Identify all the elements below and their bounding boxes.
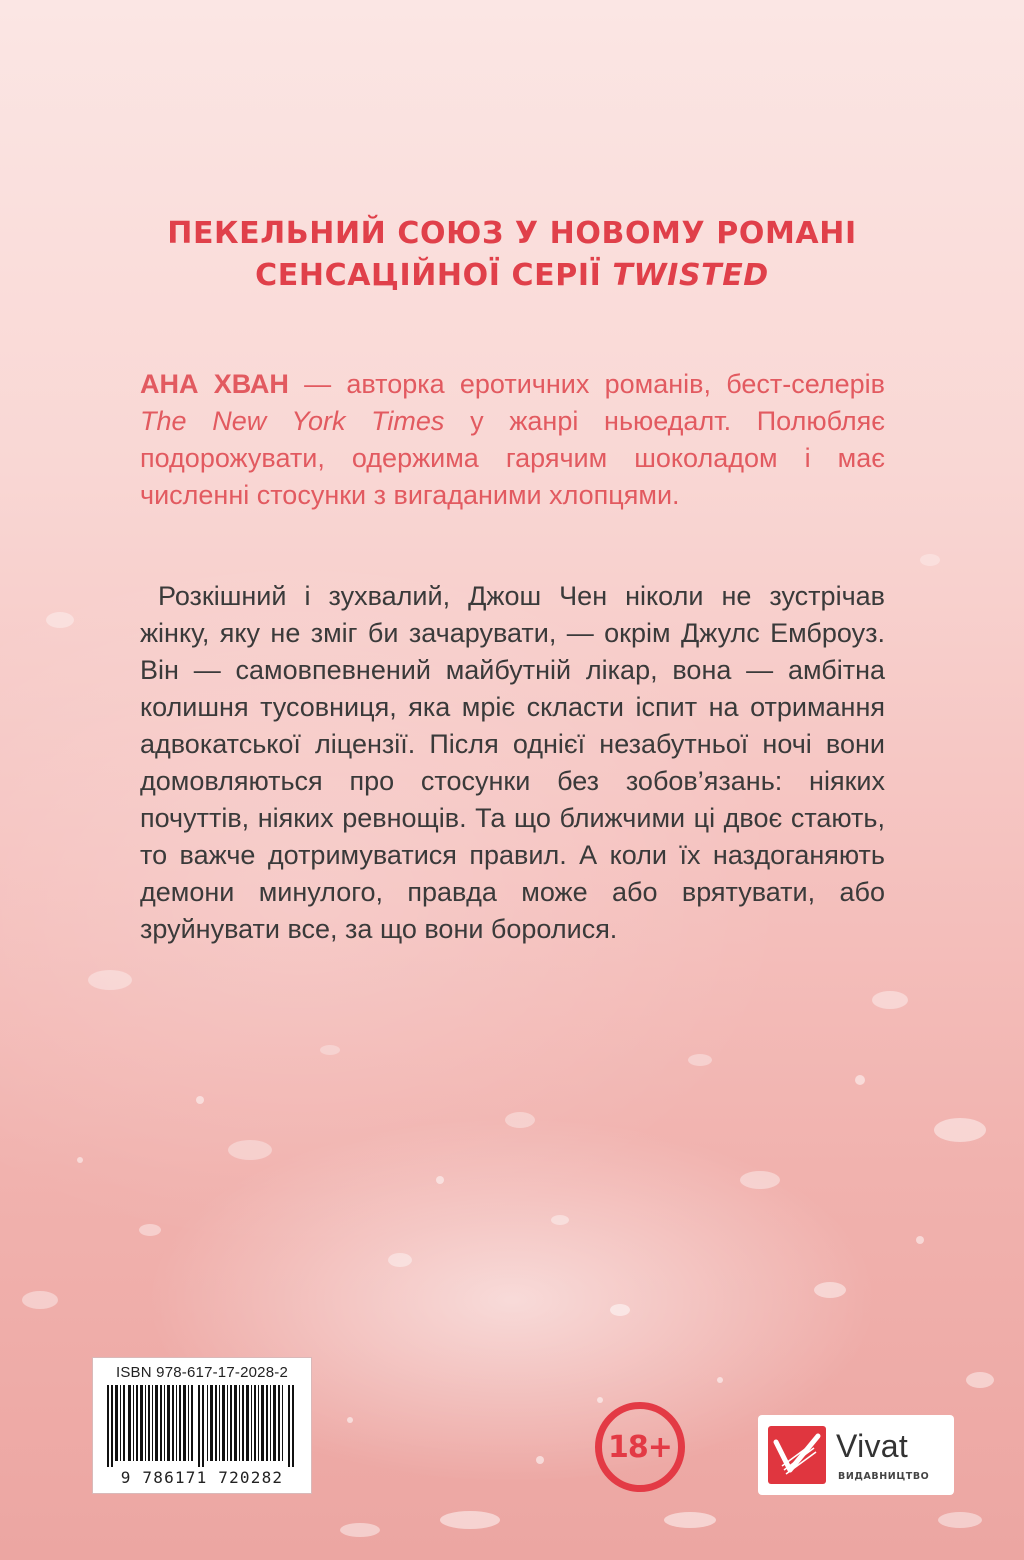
bio-text-a: — авторка еротичних романів, бест-селерів [288,369,885,399]
book-description: Розкішний і зухвалий, Джош Чен ніколи не зустрічав жінку, яку не зміг би зачарувати, — окрім Джулс Емброуз. Він — самовпевнений майбутній лікар, вона — амбітна колишня тусовниця, яка мріє скласти іспит на отримання адвокатської ліцензії. Після однієї незабутньої ночі вони домовляються про стосунки без зобов’язань: ніяких почуттів, ніяких ревнощів. Та що ближчими ці двоє стають, то важче дотримуватися правил. А коли їх наздоганяють демони минулого, правда може або врятувати, або зруйнувати все, за що вони боролися. [140,581,885,944]
author-name: АНА ХВАН [140,369,289,399]
headline-line-2-text: СЕНСАЦІЙНОЇ СЕРІЇ [255,258,613,293]
age-rating-badge [595,1402,685,1492]
headline-line-2 [0,255,1024,297]
headline-line-1: ПЕКЕЛЬНИЙ СОЮЗ У НОВОМУ РОМАНІ [167,216,857,251]
vivat-logo-icon [768,1426,826,1484]
headline [0,213,1024,297]
publisher-name: Vivat [836,1428,909,1464]
age-rating-label: 18+ [608,1429,672,1465]
publisher-logo [758,1415,954,1495]
publisher-subtitle: ВИДАВНИЦТВО [838,1471,930,1482]
bio-text-b: у жанрі ньюедалт. Полюбляє подорожувати, одержима гарячим шоколадом і має численні стосунки з вигаданими хлопцями. [140,406,886,510]
barcode-icon [105,1385,299,1467]
author-bio [140,366,885,514]
newspaper-name: The New York Times [140,406,445,436]
isbn-label: ISBN 978-617-17-2028-2 [115,1364,288,1381]
barcode-digits: 9 786171 720282 [120,1468,284,1487]
series-name: TWISTED [612,258,769,293]
barcode-panel [92,1357,312,1494]
